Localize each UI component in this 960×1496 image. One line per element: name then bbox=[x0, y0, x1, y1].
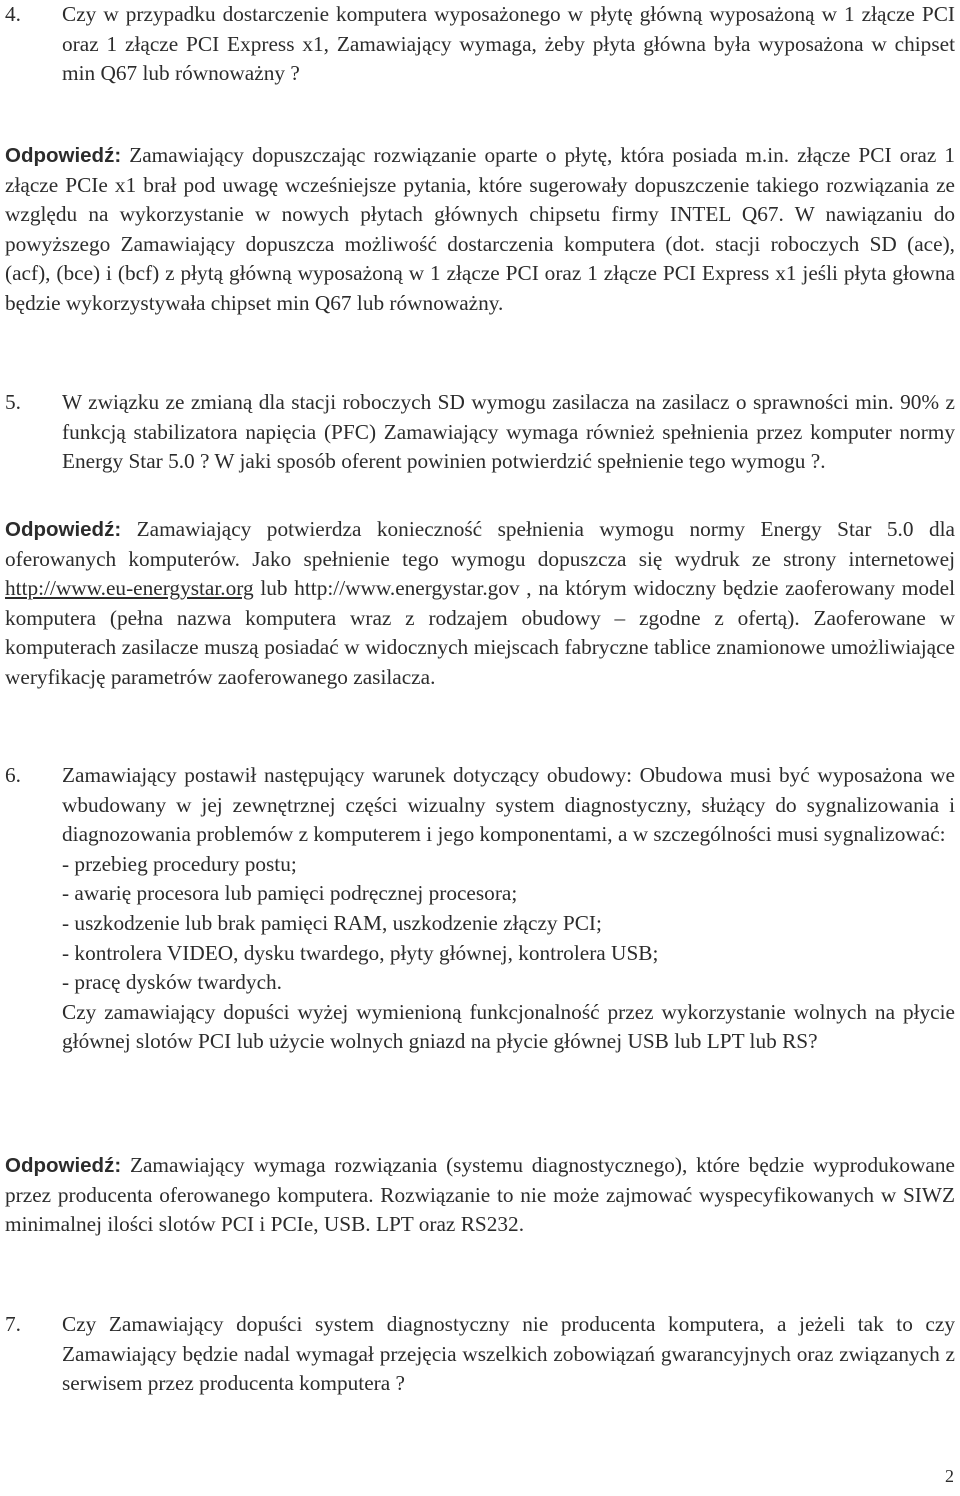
answer-5 bbox=[5, 515, 955, 693]
question-5-text: W związku ze zmianą dla stacji roboczych SD wymogu zasilacza na zasilacz o sprawności min. 90% z funkcją stabilizatora napięcia (PFC) Zamawiający wymaga również spełnienia przez komputer normy Energy Star 5.0 ? W jaki sposób oferent powinien potwierdzić spełnienie tego wymogu ?. bbox=[62, 390, 955, 474]
answer-6-text: Zamawiający wymaga rozwiązania (systemu diagnostycznego), które będzie wyprodukowane przez producenta oferowanego komputera. Rozwiązanie to nie może zajmować wyspecyfikowanych w SIWZ minimalnej ilości slotów PCI i PCIe, USB. LPT oraz RS232. bbox=[5, 1153, 955, 1237]
energystar-eu-link[interactable]: http://www.eu-energystar.org bbox=[5, 576, 254, 601]
question-4-number: 4. bbox=[5, 2, 21, 26]
answer-5-text-part2: lub http://www.energystar.gov , na którym widoczny będzie zaoferowany model komputera (pełna nazwa komputera wraz z rodzajem obudowy – zgodne z ofertą). Zaoferowane w komputerach zasilacze muszą posiadać w widocznych miejscach fabryczne tablice znamionowe umożliwiające weryfikację parametrów zaoferowanego zasilacza. bbox=[5, 576, 955, 689]
question-6-item: - awarię procesora lub pamięci podręcznej procesora; bbox=[62, 881, 518, 906]
question-6-intro: Zamawiający postawił następujący warunek dotyczący obudowy: Obudowa musi być wyposażona we wbudowany w jej zewnętrznej części wizualny system diagnostyczny, służący do sygnalizowania i diagnozowania problemów z komputerem i jego komponentami, a w szczególności musi sygnalizować: bbox=[62, 763, 955, 847]
question-4 bbox=[5, 0, 955, 89]
answer-6-label: Odpowiedź: bbox=[5, 1154, 122, 1177]
question-6-item: - pracę dysków twardych. bbox=[62, 970, 282, 995]
answer-5-text-part1: Zamawiający potwierdza konieczność spełnienia wymogu normy Energy Star 5.0 dla oferowanych komputerów. Jako spełnienie tego wymogu dopuszcza się wydruk ze strony internetowej bbox=[5, 517, 955, 571]
question-4-text: Czy w przypadku dostarczenie komputera wyposażonego w płytę główną wyposażoną w 1 złącze PCI oraz 1 złącze PCI Express x1, Zamawiający wymaga, żeby płyta główna była wyposażona w chipset min Q67 lub równoważny ? bbox=[62, 2, 955, 86]
question-6-item: - przebieg procedury postu; bbox=[62, 851, 297, 876]
question-6-number: 6. bbox=[5, 763, 21, 787]
question-5 bbox=[5, 388, 955, 477]
question-5-number: 5. bbox=[5, 390, 21, 414]
answer-5-label: Odpowiedź: bbox=[5, 518, 122, 541]
question-6 bbox=[5, 761, 955, 1057]
question-6-text: Czy zamawiający dopuści wyżej wymienioną funkcjonalność przez wykorzystanie wolnych na płycie głównej slotów PCI lub użycie wolnych gniazd na płycie głównej USB lub LPT lub RS? bbox=[62, 999, 955, 1054]
page-number: 2 bbox=[945, 1466, 954, 1486]
question-7 bbox=[5, 1310, 955, 1399]
question-6-item: - kontrolera VIDEO, dysku twardego, płyty głównej, kontrolera USB; bbox=[62, 940, 659, 965]
answer-4-label: Odpowiedź: bbox=[5, 144, 122, 167]
question-6-item: - uszkodzenie lub brak pamięci RAM, uszkodzenie złączy PCI; bbox=[62, 910, 602, 935]
question-7-text: Czy Zamawiający dopuści system diagnostyczny nie producenta komputera, a jeżeli tak to czy Zamawiający będzie nadal wymagał przejęcia wszelkich zobowiązań gwarancyjnych oraz związanych z serwisem przez producenta komputera ? bbox=[62, 1312, 955, 1396]
question-7-number: 7. bbox=[5, 1312, 21, 1336]
answer-6 bbox=[5, 1151, 955, 1240]
answer-4-text: Zamawiający dopuszczając rozwiązanie oparte o płytę, która posiada m.in. złącze PCI oraz 1 złącze PCIe x1 brał pod uwagę wcześniejsze pytania, które sugerowały dopuszczenie takiego rozwiązania ze względu na wykorzystanie w nowych płytach głównych chipsetu firmy INTEL Q67. W nawiązaniu do powyższego Zamawiający dopuszcza możliwość dostarczenia komputera (dot. stacji roboczych SD (ace), (acf), (bce) i (bcf) z płytą główną wyposażoną w 1 złącze PCI oraz 1 złącze PCI Express x1 jeśli płyta głowna będzie wykorzystywała chipset min Q67 lub równoważny. bbox=[5, 143, 955, 315]
answer-4 bbox=[5, 141, 955, 319]
